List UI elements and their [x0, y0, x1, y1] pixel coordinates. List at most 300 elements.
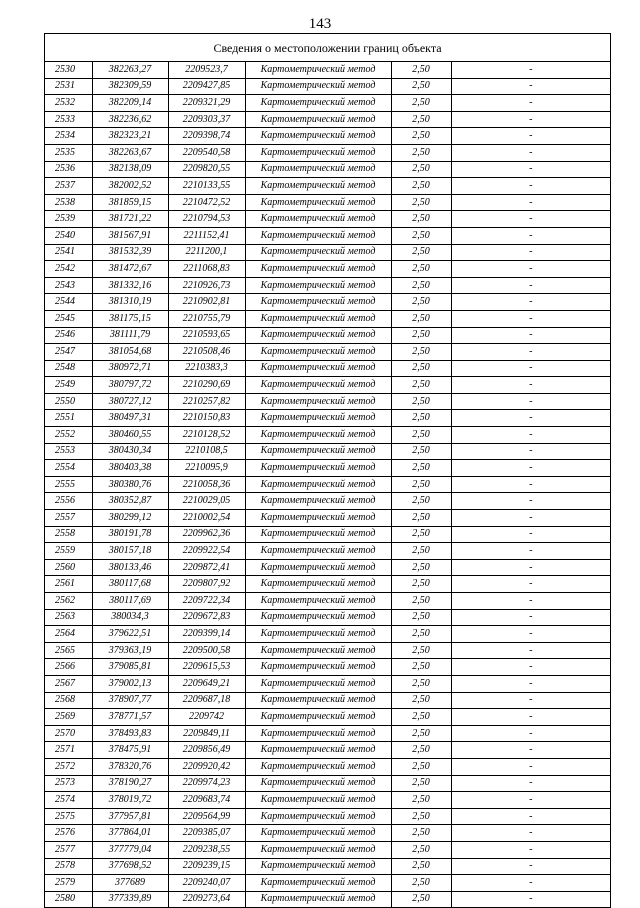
accuracy-cell: 2,50: [391, 675, 451, 692]
table-header: Сведения о местоположении границ объекта: [45, 34, 610, 62]
y-coordinate-cell: 2210133,55: [168, 178, 245, 195]
description-cell: -: [451, 244, 610, 261]
x-coordinate-cell: 380460,55: [92, 427, 168, 444]
table-row: [45, 742, 610, 759]
accuracy-cell: 2,50: [391, 526, 451, 543]
y-coordinate-cell: 2209303,37: [168, 111, 245, 128]
x-coordinate-cell: 379363,19: [92, 642, 168, 659]
method-cell: Картометрический метод: [245, 360, 391, 377]
method-cell: Картометрический метод: [245, 825, 391, 842]
point-number-cell: 2575: [45, 808, 92, 825]
x-coordinate-cell: 377698,52: [92, 858, 168, 875]
y-coordinate-cell: 2209820,55: [168, 161, 245, 178]
method-cell: Картометрический метод: [245, 344, 391, 361]
description-cell: -: [451, 626, 610, 643]
description-cell: -: [451, 95, 610, 112]
method-cell: Картометрический метод: [245, 227, 391, 244]
point-number-cell: 2563: [45, 609, 92, 626]
x-coordinate-cell: 381859,15: [92, 194, 168, 211]
table-row: [45, 95, 610, 112]
x-coordinate-cell: 379622,51: [92, 626, 168, 643]
accuracy-cell: 2,50: [391, 111, 451, 128]
accuracy-cell: 2,50: [391, 742, 451, 759]
x-coordinate-cell: 382323,21: [92, 128, 168, 145]
x-coordinate-cell: 381567,91: [92, 227, 168, 244]
method-cell: Картометрический метод: [245, 277, 391, 294]
x-coordinate-cell: 380117,68: [92, 576, 168, 593]
description-cell: -: [451, 294, 610, 311]
y-coordinate-cell: 2209273,64: [168, 891, 245, 907]
description-cell: -: [451, 510, 610, 527]
point-number-cell: 2558: [45, 526, 92, 543]
method-cell: Картометрический метод: [245, 377, 391, 394]
y-coordinate-cell: 2210128,52: [168, 427, 245, 444]
accuracy-cell: 2,50: [391, 609, 451, 626]
method-cell: Картометрический метод: [245, 792, 391, 809]
x-coordinate-cell: 382263,27: [92, 62, 168, 78]
point-number-cell: 2542: [45, 261, 92, 278]
y-coordinate-cell: 2210029,05: [168, 493, 245, 510]
x-coordinate-cell: 381310,19: [92, 294, 168, 311]
x-coordinate-cell: 382236,62: [92, 111, 168, 128]
table-row: [45, 294, 610, 311]
y-coordinate-cell: 2209649,21: [168, 675, 245, 692]
y-coordinate-cell: 2209683,74: [168, 792, 245, 809]
x-coordinate-cell: 377779,04: [92, 841, 168, 858]
point-number-cell: 2567: [45, 675, 92, 692]
description-cell: -: [451, 443, 610, 460]
y-coordinate-cell: 2209399,14: [168, 626, 245, 643]
y-coordinate-cell: 2209615,53: [168, 659, 245, 676]
method-cell: Картометрический метод: [245, 327, 391, 344]
description-cell: -: [451, 493, 610, 510]
method-cell: Картометрический метод: [245, 128, 391, 145]
table-row: [45, 410, 610, 427]
accuracy-cell: 2,50: [391, 194, 451, 211]
table-row: [45, 792, 610, 809]
y-coordinate-cell: 2209523,7: [168, 62, 245, 78]
x-coordinate-cell: 380972,71: [92, 360, 168, 377]
y-coordinate-cell: 2210902,81: [168, 294, 245, 311]
table-row: [45, 609, 610, 626]
description-cell: -: [451, 310, 610, 327]
accuracy-cell: 2,50: [391, 211, 451, 228]
description-cell: -: [451, 277, 610, 294]
description-cell: -: [451, 128, 610, 145]
point-number-cell: 2530: [45, 62, 92, 78]
accuracy-cell: 2,50: [391, 493, 451, 510]
method-cell: Картометрический метод: [245, 576, 391, 593]
x-coordinate-cell: 378493,83: [92, 725, 168, 742]
method-cell: Картометрический метод: [245, 709, 391, 726]
table-row: [45, 758, 610, 775]
accuracy-cell: 2,50: [391, 543, 451, 560]
y-coordinate-cell: 2209239,15: [168, 858, 245, 875]
description-cell: -: [529, 893, 533, 905]
x-coordinate-cell: 379085,81: [92, 659, 168, 676]
coordinates-table: [45, 62, 610, 907]
x-coordinate-cell: 381111,79: [92, 327, 168, 344]
y-coordinate-cell: 2209922,54: [168, 543, 245, 560]
y-coordinate-cell: 2209856,49: [168, 742, 245, 759]
x-coordinate-cell: 377689: [92, 875, 168, 892]
method-cell: Картометрический метод: [245, 194, 391, 211]
table-row: [45, 543, 610, 560]
accuracy-cell: 2,50: [391, 460, 451, 477]
point-number-cell: 2560: [45, 559, 92, 576]
x-coordinate-cell: 380497,31: [92, 410, 168, 427]
method-cell: Картометрический метод: [245, 161, 391, 178]
table-row: [45, 476, 610, 493]
point-number-cell: 2550: [45, 393, 92, 410]
method-cell: Картометрический метод: [245, 609, 391, 626]
accuracy-cell: 2,50: [391, 294, 451, 311]
method-cell: Картометрический метод: [245, 808, 391, 825]
point-number-cell: 2580: [45, 891, 92, 907]
table-row: [45, 111, 610, 128]
y-coordinate-cell: 2209974,23: [168, 775, 245, 792]
table-row: [45, 62, 610, 78]
accuracy-cell: 2,50: [391, 244, 451, 261]
y-coordinate-cell: 2210290,69: [168, 377, 245, 394]
x-coordinate-cell: 380403,38: [92, 460, 168, 477]
method-cell: Картометрический метод: [245, 294, 391, 311]
x-coordinate-cell: 378320,76: [92, 758, 168, 775]
description-cell: -: [451, 808, 610, 825]
description-cell: -: [451, 775, 610, 792]
table-row: [45, 178, 610, 195]
description-cell: -: [451, 427, 610, 444]
x-coordinate-cell: 381721,22: [92, 211, 168, 228]
x-coordinate-cell: 380034,3: [92, 609, 168, 626]
y-coordinate-cell: 2209742: [168, 709, 245, 726]
method-cell: Картометрический метод: [245, 261, 391, 278]
accuracy-cell: 2,50: [391, 692, 451, 709]
method-cell: Картометрический метод: [245, 144, 391, 161]
point-number-cell: 2578: [45, 858, 92, 875]
y-coordinate-cell: 2210108,5: [168, 443, 245, 460]
table-row: [45, 194, 610, 211]
accuracy-cell: 2,50: [391, 344, 451, 361]
table-row: [45, 775, 610, 792]
description-cell: -: [451, 227, 610, 244]
point-number-cell: 2543: [45, 277, 92, 294]
x-coordinate-cell: 377339,89: [92, 891, 168, 907]
point-number-cell: 2549: [45, 377, 92, 394]
y-coordinate-cell: 2209807,92: [168, 576, 245, 593]
table-row: [45, 344, 610, 361]
method-cell: Картометрический метод: [245, 460, 391, 477]
method-cell: Картометрический метод: [245, 443, 391, 460]
accuracy-cell: 2,50: [391, 161, 451, 178]
point-number-cell: 2569: [45, 709, 92, 726]
description-cell: -: [451, 642, 610, 659]
point-number-cell: 2548: [45, 360, 92, 377]
y-coordinate-cell: 2210508,46: [168, 344, 245, 361]
description-cell: -: [451, 178, 610, 195]
accuracy-cell: 2,50: [391, 393, 451, 410]
description-cell: -: [451, 261, 610, 278]
y-coordinate-cell: 2209385,07: [168, 825, 245, 842]
y-coordinate-cell: 2209872,41: [168, 559, 245, 576]
point-number-cell: 2539: [45, 211, 92, 228]
point-number-cell: 2556: [45, 493, 92, 510]
description-cell: -: [451, 62, 610, 78]
method-cell: Картометрический метод: [245, 626, 391, 643]
method-cell: Картометрический метод: [245, 841, 391, 858]
accuracy-cell: 2,50: [391, 227, 451, 244]
point-number-cell: 2553: [45, 443, 92, 460]
point-number-cell: 2532: [45, 95, 92, 112]
method-cell: Картометрический метод: [245, 310, 391, 327]
method-cell: Картометрический метод: [245, 725, 391, 742]
description-cell: -: [451, 460, 610, 477]
y-coordinate-cell: 2211200,1: [168, 244, 245, 261]
description-cell: -: [451, 161, 610, 178]
table-row: [45, 675, 610, 692]
accuracy-cell: 2,50: [391, 144, 451, 161]
x-coordinate-cell: 381532,39: [92, 244, 168, 261]
description-cell: -: [451, 377, 610, 394]
method-cell: Картометрический метод: [245, 526, 391, 543]
y-coordinate-cell: 2210383,3: [168, 360, 245, 377]
table-row: [45, 808, 610, 825]
description-cell: -: [451, 559, 610, 576]
method-cell: Картометрический метод: [245, 427, 391, 444]
description-cell: -: [451, 327, 610, 344]
point-number-cell: 2565: [45, 642, 92, 659]
description-cell: -: [451, 194, 610, 211]
description-cell: -: [451, 875, 610, 892]
method-cell: Картометрический метод: [245, 675, 391, 692]
x-coordinate-cell: 380352,87: [92, 493, 168, 510]
x-coordinate-cell: 378019,72: [92, 792, 168, 809]
accuracy-cell: 2,50: [391, 858, 451, 875]
point-number-cell: 2579: [45, 875, 92, 892]
accuracy-cell: 2,50: [391, 310, 451, 327]
description-cell: -: [451, 742, 610, 759]
description-cell: -: [451, 393, 610, 410]
method-cell: Картометрический метод: [245, 593, 391, 610]
point-number-cell: 2577: [45, 841, 92, 858]
x-coordinate-cell: 380430,34: [92, 443, 168, 460]
table-row: [45, 659, 610, 676]
accuracy-cell: 2,50: [391, 443, 451, 460]
y-coordinate-cell: 2210058,36: [168, 476, 245, 493]
y-coordinate-cell: 2210095,9: [168, 460, 245, 477]
accuracy-cell: 2,50: [391, 360, 451, 377]
table-row: [45, 128, 610, 145]
y-coordinate-cell: 2210926,73: [168, 277, 245, 294]
accuracy-cell: 2,50: [391, 178, 451, 195]
point-number-cell: 2531: [45, 78, 92, 95]
accuracy-cell: 2,50: [391, 476, 451, 493]
description-cell: -: [451, 758, 610, 775]
x-coordinate-cell: 379002,13: [92, 675, 168, 692]
description-cell: -: [451, 593, 610, 610]
point-number-cell: 2573: [45, 775, 92, 792]
accuracy-cell: 2,50: [391, 377, 451, 394]
method-cell: Картометрический метод: [245, 642, 391, 659]
x-coordinate-cell: 381175,15: [92, 310, 168, 327]
x-coordinate-cell: 380299,12: [92, 510, 168, 527]
point-number-cell: 2554: [45, 460, 92, 477]
point-number-cell: 2576: [45, 825, 92, 842]
table-row: [45, 510, 610, 527]
description-cell: -: [451, 675, 610, 692]
method-cell: Картометрический метод: [245, 111, 391, 128]
method-cell: Картометрический метод: [245, 891, 391, 907]
table-row: [45, 626, 610, 643]
table-row: [45, 443, 610, 460]
accuracy-cell: 2,50: [391, 642, 451, 659]
y-coordinate-cell: 2209564,99: [168, 808, 245, 825]
x-coordinate-cell: 380380,76: [92, 476, 168, 493]
description-cell: -: [451, 725, 610, 742]
y-coordinate-cell: 2210257,82: [168, 393, 245, 410]
y-coordinate-cell: 2209849,11: [168, 725, 245, 742]
description-cell: -: [451, 476, 610, 493]
y-coordinate-cell: 2210150,83: [168, 410, 245, 427]
y-coordinate-cell: 2209321,29: [168, 95, 245, 112]
y-coordinate-cell: 2209962,36: [168, 526, 245, 543]
point-number-cell: 2566: [45, 659, 92, 676]
point-number-cell: 2544: [45, 294, 92, 311]
point-number-cell: 2537: [45, 178, 92, 195]
table-row: [45, 261, 610, 278]
method-cell: Картометрический метод: [245, 493, 391, 510]
description-cell: -: [451, 111, 610, 128]
point-number-cell: 2552: [45, 427, 92, 444]
point-number-cell: 2574: [45, 792, 92, 809]
table-row: [45, 78, 610, 95]
point-number-cell: 2538: [45, 194, 92, 211]
accuracy-cell: 2,50: [391, 510, 451, 527]
y-coordinate-cell: 2210593,65: [168, 327, 245, 344]
accuracy-cell: 2,50: [391, 825, 451, 842]
accuracy-cell: 2,50: [391, 62, 451, 78]
table-row: [45, 841, 610, 858]
point-number-cell: 2547: [45, 344, 92, 361]
x-coordinate-cell: 377957,81: [92, 808, 168, 825]
description-cell: -: [451, 825, 610, 842]
x-coordinate-cell: 380727,12: [92, 393, 168, 410]
description-cell: -: [451, 543, 610, 560]
x-coordinate-cell: 378475,91: [92, 742, 168, 759]
x-coordinate-cell: 380191,78: [92, 526, 168, 543]
method-cell: Картометрический метод: [245, 244, 391, 261]
y-coordinate-cell: 2211152,41: [168, 227, 245, 244]
y-coordinate-cell: 2209500,58: [168, 642, 245, 659]
x-coordinate-cell: 382263,67: [92, 144, 168, 161]
accuracy-cell: 2,50: [391, 593, 451, 610]
description-cell: -: [451, 841, 610, 858]
accuracy-cell: 2,50: [391, 659, 451, 676]
method-cell: Картометрический метод: [245, 476, 391, 493]
x-coordinate-cell: 377864,01: [92, 825, 168, 842]
method-cell: Картометрический метод: [245, 393, 391, 410]
table-row: [45, 460, 610, 477]
table-row: [45, 227, 610, 244]
y-coordinate-cell: 2209722,34: [168, 593, 245, 610]
point-number-cell: 2562: [45, 593, 92, 610]
description-cell: -: [451, 609, 610, 626]
point-number-cell: 2536: [45, 161, 92, 178]
method-cell: Картометрический метод: [245, 659, 391, 676]
point-number-cell: 2535: [45, 144, 92, 161]
point-number-cell: 2568: [45, 692, 92, 709]
accuracy-cell: 2,50: [391, 427, 451, 444]
description-cell: -: [451, 659, 610, 676]
x-coordinate-cell: 382002,52: [92, 178, 168, 195]
accuracy-cell: 2,50: [391, 808, 451, 825]
y-coordinate-cell: 2210794,53: [168, 211, 245, 228]
method-cell: Картометрический метод: [245, 95, 391, 112]
accuracy-cell: 2,50: [391, 626, 451, 643]
description-cell: -: [451, 211, 610, 228]
table-row: [45, 593, 610, 610]
table-row: [45, 327, 610, 344]
y-coordinate-cell: 2210002,54: [168, 510, 245, 527]
description-cell: -: [451, 709, 610, 726]
table-row: [45, 244, 610, 261]
description-cell: -: [451, 576, 610, 593]
y-coordinate-cell: 2209427,85: [168, 78, 245, 95]
point-number-cell: 2540: [45, 227, 92, 244]
x-coordinate-cell: 380133,46: [92, 559, 168, 576]
table-row: [45, 576, 610, 593]
x-coordinate-cell: 378907,77: [92, 692, 168, 709]
description-cell: -: [451, 410, 610, 427]
table-row: [45, 377, 610, 394]
y-coordinate-cell: 2209240,07: [168, 875, 245, 892]
point-number-cell: 2559: [45, 543, 92, 560]
y-coordinate-cell: 2210472,52: [168, 194, 245, 211]
description-cell: -: [451, 792, 610, 809]
method-cell: Картометрический метод: [245, 692, 391, 709]
table-row: [45, 559, 610, 576]
accuracy-cell: 2,50: [391, 576, 451, 593]
table-row: [45, 875, 610, 892]
method-cell: Картометрический метод: [245, 742, 391, 759]
accuracy-cell: 2,50: [391, 841, 451, 858]
point-number-cell: 2545: [45, 310, 92, 327]
point-number-cell: 2570: [45, 725, 92, 742]
method-cell: Картометрический метод: [245, 858, 391, 875]
table-row: [45, 427, 610, 444]
point-number-cell: 2541: [45, 244, 92, 261]
x-coordinate-cell: 381472,67: [92, 261, 168, 278]
accuracy-cell: 2,50: [391, 875, 451, 892]
accuracy-cell: 2,50: [391, 709, 451, 726]
table-row: [45, 360, 610, 377]
x-coordinate-cell: 382309,59: [92, 78, 168, 95]
accuracy-cell: 2,50: [391, 410, 451, 427]
accuracy-cell: 2,50: [391, 775, 451, 792]
table-row: [45, 709, 610, 726]
y-coordinate-cell: 2209672,83: [168, 609, 245, 626]
x-coordinate-cell: 378771,57: [92, 709, 168, 726]
accuracy-cell: 2,50: [391, 128, 451, 145]
y-coordinate-cell: 2210755,79: [168, 310, 245, 327]
table-row: [45, 725, 610, 742]
description-cell: -: [451, 526, 610, 543]
accuracy-cell: 2,50: [391, 792, 451, 809]
y-coordinate-cell: 2209540,58: [168, 144, 245, 161]
description-cell: -: [451, 692, 610, 709]
table-row: [45, 858, 610, 875]
point-number-cell: 2571: [45, 742, 92, 759]
